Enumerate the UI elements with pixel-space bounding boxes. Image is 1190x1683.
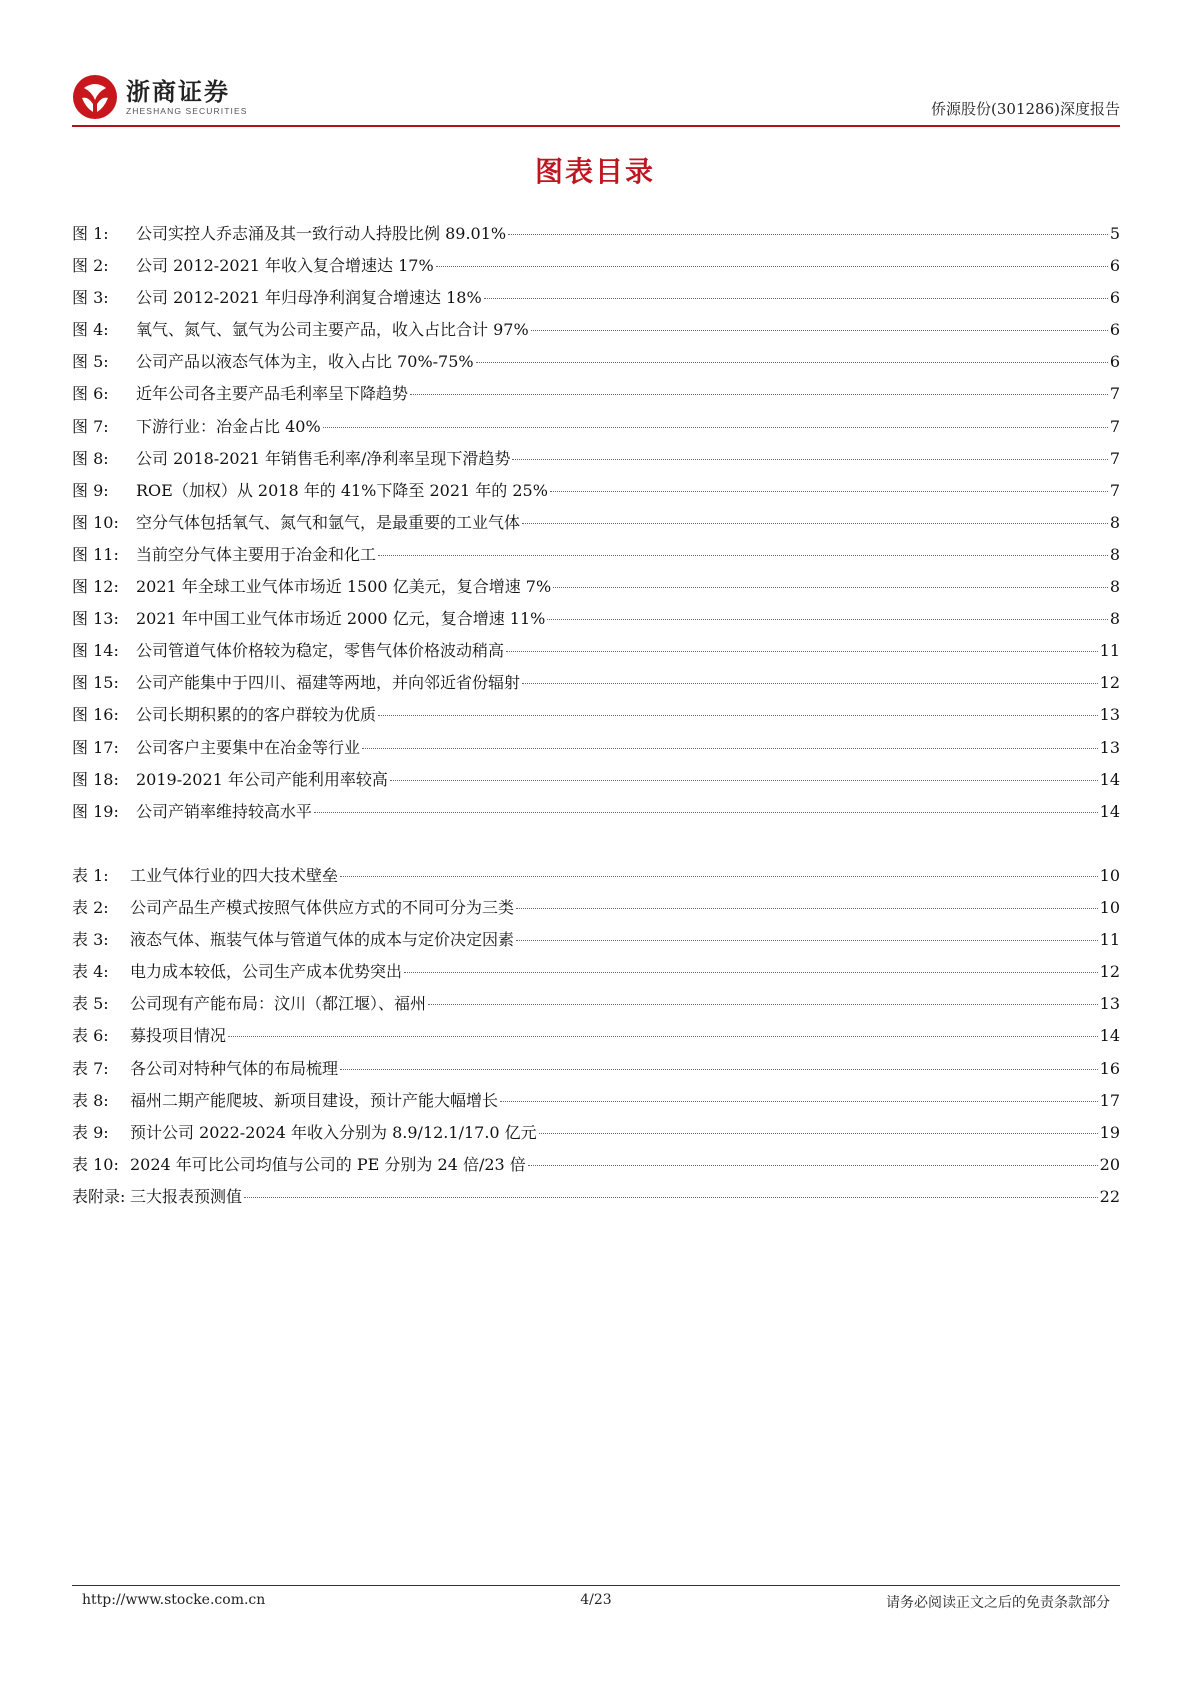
figure-label	[72, 447, 510, 471]
table-label	[72, 928, 514, 952]
figure-page-number: 14	[1099, 801, 1120, 821]
figure-label	[72, 768, 388, 792]
figure-number: 图 9:	[72, 480, 109, 500]
table-label	[72, 896, 514, 920]
table-entry[interactable]	[72, 1089, 1120, 1121]
figure-label	[72, 318, 529, 342]
table-label	[72, 1089, 498, 1113]
table-number: 表 1:	[72, 866, 109, 885]
logo-english-name: ZHESHANG SECURITIES	[126, 106, 248, 116]
figure-number: 图 7:	[72, 416, 109, 436]
figure-number: 图 10:	[72, 512, 119, 532]
table-page-number: 12	[1099, 962, 1120, 982]
figure-entry[interactable]	[72, 254, 1120, 286]
dot-leader	[547, 619, 1107, 620]
figure-title: 2021 年全球工业气体市场近 1500 亿美元，复合增速 7%	[136, 577, 552, 597]
figure-label	[72, 222, 506, 246]
figure-number: 图 14:	[72, 641, 119, 661]
table-label	[72, 1121, 537, 1145]
table-label	[72, 1057, 338, 1081]
figure-label	[72, 382, 408, 406]
figure-label	[72, 607, 545, 631]
table-number: 表 2:	[72, 898, 109, 918]
figure-number: 图 11:	[72, 544, 119, 564]
figure-label	[72, 736, 360, 760]
figure-number: 图 16:	[72, 705, 119, 725]
dot-leader	[404, 972, 1098, 973]
figure-entry[interactable]	[72, 479, 1120, 511]
figure-number: 图 12:	[72, 577, 119, 597]
figure-title: 公司长期积累的的客户群较为优质	[136, 705, 377, 725]
table-label	[72, 1185, 242, 1209]
table-entry[interactable]	[72, 1153, 1120, 1185]
figure-entry[interactable]	[72, 350, 1120, 382]
figure-page-number: 11	[1099, 641, 1120, 661]
figure-entry[interactable]	[72, 607, 1120, 639]
figure-entry[interactable]	[72, 286, 1120, 318]
logo-chinese-name: 浙商证券	[126, 78, 230, 106]
table-label	[72, 1024, 226, 1048]
table-entry[interactable]	[72, 1024, 1120, 1056]
table-entry[interactable]	[72, 960, 1120, 992]
dot-leader	[506, 651, 1098, 652]
table-label	[72, 960, 402, 984]
figure-page-number: 7	[1109, 448, 1120, 468]
dot-leader	[314, 812, 1098, 813]
figure-title: 公司 2012-2021 年归母净利润复合增速达 18%	[136, 288, 482, 308]
figure-entry[interactable]	[72, 543, 1120, 575]
table-title: 三大报表预测值	[130, 1186, 243, 1206]
figure-page-number: 7	[1109, 384, 1120, 404]
dot-leader	[228, 1036, 1098, 1037]
figure-entry[interactable]	[72, 415, 1120, 447]
figure-title: 公司管道气体价格较为稳定，零售气体价格波动稍高	[136, 641, 505, 661]
figure-entry[interactable]	[72, 703, 1120, 735]
table-entry[interactable]	[72, 992, 1120, 1024]
table-entry[interactable]	[72, 896, 1120, 928]
table-entry[interactable]	[72, 928, 1120, 960]
dot-leader	[340, 1069, 1098, 1070]
dot-leader	[484, 298, 1108, 299]
table-title: 各公司对特种气体的布局梳理	[130, 1058, 339, 1078]
table-page-number: 11	[1099, 930, 1120, 950]
figure-page-number: 5	[1109, 224, 1120, 243]
dot-leader	[340, 876, 1098, 877]
figure-title: 公司 2012-2021 年收入复合增速达 17%	[136, 256, 434, 276]
figure-page-number: 8	[1109, 577, 1120, 597]
table-number: 表 5:	[72, 994, 109, 1014]
table-number: 表 9:	[72, 1122, 109, 1142]
table-title: 募投项目情况	[130, 1026, 227, 1046]
figure-title: 近年公司各主要产品毛利率呈下降趋势	[136, 384, 409, 404]
figure-page-number: 13	[1099, 705, 1120, 725]
figure-label	[72, 703, 376, 727]
figure-title: 公司 2018-2021 年销售毛利率/净利率呈现下滑趋势	[136, 448, 511, 468]
figure-entry[interactable]	[72, 768, 1120, 800]
figure-title: 公司客户主要集中在冶金等行业	[136, 737, 361, 757]
table-number: 表 7:	[72, 1058, 109, 1078]
table-number: 表 6:	[72, 1026, 109, 1046]
figure-title: 2019-2021 年公司产能利用率较高	[136, 769, 388, 789]
figure-number: 图 1:	[72, 224, 109, 243]
figure-entry[interactable]	[72, 671, 1120, 703]
table-label	[72, 992, 426, 1016]
dot-leader	[516, 940, 1098, 941]
dot-leader	[553, 587, 1108, 588]
footer-website-link[interactable]: http://www.stocke.com.cn	[82, 1592, 266, 1608]
company-logo	[72, 74, 248, 120]
report-label: 侨源股份(301286)深度报告	[931, 100, 1120, 118]
figure-page-number: 14	[1099, 769, 1120, 789]
figure-title: ROE（加权）从 2018 年的 41%下降至 2021 年的 25%	[136, 480, 548, 500]
figure-label	[72, 286, 482, 310]
figure-entry[interactable]	[72, 318, 1120, 350]
figure-label	[72, 639, 504, 663]
table-entry[interactable]	[72, 1057, 1120, 1089]
figure-number: 图 15:	[72, 673, 119, 693]
page-number: 4/23	[580, 1592, 612, 1608]
table-title: 福州二期产能爬坡、新项目建设，预计产能大幅增长	[130, 1090, 499, 1110]
figure-page-number: 6	[1109, 352, 1120, 372]
dot-leader	[323, 427, 1108, 428]
figure-list	[72, 222, 1120, 832]
figure-entry[interactable]	[72, 382, 1120, 414]
table-label	[72, 1153, 526, 1177]
table-number: 表附录:	[72, 1186, 126, 1206]
figure-page-number: 8	[1109, 544, 1120, 564]
figure-label	[72, 511, 520, 535]
table-entry[interactable]	[72, 864, 1120, 896]
table-title: 2024 年可比公司均值与公司的 PE 分别为 24 倍/23 倍	[130, 1154, 526, 1174]
table-page-number: 20	[1099, 1154, 1120, 1174]
dot-leader	[522, 683, 1098, 684]
figure-label	[72, 254, 434, 278]
table-page-number: 22	[1099, 1186, 1120, 1206]
figure-title: 当前空分气体主要用于冶金和化工	[136, 544, 377, 564]
zheshang-logo-icon	[72, 74, 118, 120]
figure-title: 公司产销率维持较高水平	[136, 801, 313, 821]
figure-entry[interactable]	[72, 575, 1120, 607]
figure-label	[72, 415, 321, 439]
table-number: 表 8:	[72, 1090, 109, 1110]
figure-label	[72, 350, 474, 374]
figure-number: 图 17:	[72, 737, 119, 757]
dot-leader	[508, 234, 1108, 235]
table-title: 预计公司 2022-2024 年收入分别为 8.9/12.1/17.0 亿元	[130, 1122, 537, 1142]
table-page-number: 17	[1099, 1090, 1120, 1110]
dot-leader	[244, 1197, 1098, 1198]
figure-title: 下游行业：冶金占比 40%	[136, 416, 321, 436]
figure-entry[interactable]	[72, 639, 1120, 671]
dot-leader	[516, 908, 1098, 909]
dot-leader	[522, 523, 1108, 524]
table-title: 电力成本较低，公司生产成本优势突出	[130, 962, 403, 982]
disclaimer-note: 请务必阅读正文之后的免责条款部分	[886, 1595, 1110, 1611]
figure-page-number: 7	[1109, 416, 1120, 436]
table-page-number: 19	[1099, 1122, 1120, 1142]
table-title: 公司产品生产模式按照气体供应方式的不同可分为三类	[130, 898, 515, 918]
table-entry[interactable]	[72, 1121, 1120, 1153]
dot-leader	[528, 1165, 1098, 1166]
table-page-number: 16	[1099, 1058, 1120, 1078]
figure-label	[72, 575, 551, 599]
figure-entry[interactable]	[72, 800, 1120, 832]
table-page-number: 13	[1099, 994, 1120, 1014]
figure-title: 公司产能集中于四川、福建等两地，并向邻近省份辐射	[136, 673, 521, 693]
dot-leader	[436, 266, 1108, 267]
dot-leader	[539, 1133, 1098, 1134]
figure-number: 图 8:	[72, 448, 109, 468]
figure-page-number: 7	[1109, 480, 1120, 500]
figure-entry[interactable]	[72, 447, 1120, 479]
table-list	[72, 864, 1120, 1217]
figure-title: 公司产品以液态气体为主，收入占比 70%-75%	[136, 352, 474, 372]
table-title: 液态气体、瓶装气体与管道气体的成本与定价决定因素	[130, 930, 515, 950]
figure-label	[72, 479, 548, 503]
dot-leader	[512, 459, 1107, 460]
table-number: 表 3:	[72, 930, 109, 950]
figure-entry[interactable]	[72, 511, 1120, 543]
dot-leader	[410, 394, 1108, 395]
figure-title: 氧气、氮气、氩气为公司主要产品，收入占比合计 97%	[136, 320, 529, 340]
table-title: 公司现有产能布局：汶川（都江堰）、福州	[130, 994, 427, 1014]
figure-page-number: 6	[1109, 288, 1120, 308]
table-title: 工业气体行业的四大技术壁垒	[130, 866, 339, 885]
figure-page-number: 8	[1109, 609, 1120, 629]
dot-leader	[390, 780, 1098, 781]
table-page-number: 10	[1099, 898, 1120, 918]
figure-number: 图 6:	[72, 384, 109, 404]
table-label	[72, 864, 338, 888]
figure-label	[72, 543, 376, 567]
dot-leader	[378, 715, 1098, 716]
dot-leader	[362, 748, 1098, 749]
dot-leader	[476, 362, 1108, 363]
figure-label	[72, 800, 312, 824]
figure-number: 图 13:	[72, 609, 119, 629]
figure-entry[interactable]	[72, 222, 1120, 254]
figure-page-number: 6	[1109, 320, 1120, 340]
page-footer	[72, 1585, 1120, 1618]
figure-title: 公司实控人乔志涌及其一致行动人持股比例 89.01%	[136, 224, 507, 243]
header-divider	[72, 125, 1120, 127]
table-page-number: 10	[1099, 866, 1120, 885]
dot-leader	[550, 491, 1108, 492]
table-entry[interactable]	[72, 1185, 1120, 1217]
table-number: 表 10:	[72, 1154, 119, 1174]
footer-divider	[72, 1585, 1120, 1586]
figure-title: 2021 年中国工业气体市场近 2000 亿元，复合增速 11%	[136, 609, 546, 629]
figure-title: 空分气体包括氧气、氮气和氩气，是最重要的工业气体	[136, 512, 521, 532]
dot-leader	[531, 330, 1108, 331]
figure-number: 图 19:	[72, 801, 119, 821]
page-title: 图表目录	[534, 155, 655, 188]
figure-page-number: 13	[1099, 737, 1120, 757]
page-header	[72, 70, 1120, 130]
figure-number: 图 5:	[72, 352, 109, 372]
figure-number: 图 18:	[72, 769, 119, 789]
dot-leader	[378, 555, 1108, 556]
dot-leader	[428, 1004, 1098, 1005]
table-page-number: 14	[1099, 1026, 1120, 1046]
figure-label	[72, 671, 520, 695]
figure-page-number: 8	[1109, 512, 1120, 532]
figure-number: 图 2:	[72, 256, 109, 276]
figure-page-number: 6	[1109, 256, 1120, 276]
dot-leader	[500, 1101, 1098, 1102]
figure-page-number: 12	[1099, 673, 1120, 693]
table-number: 表 4:	[72, 962, 109, 982]
figure-number: 图 3:	[72, 288, 109, 308]
figure-entry[interactable]	[72, 736, 1120, 768]
figure-number: 图 4:	[72, 320, 109, 340]
